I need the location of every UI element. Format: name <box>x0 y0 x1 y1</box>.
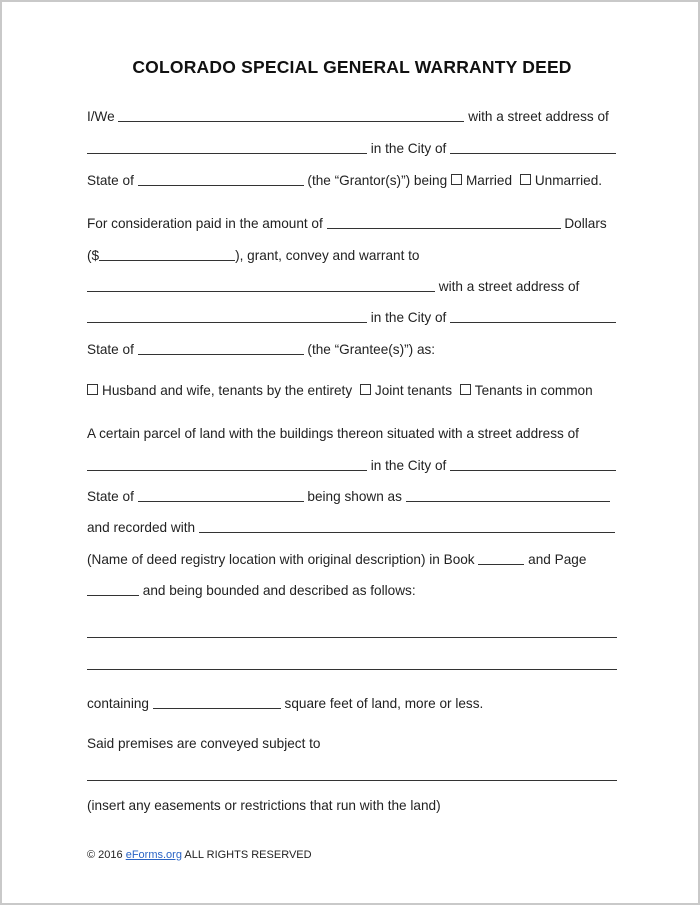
bounded-line <box>87 583 416 599</box>
book-field[interactable] <box>478 552 524 565</box>
unmarried-checkbox[interactable] <box>520 174 531 185</box>
label-grant-convey: ), grant, convey and warrant to <box>235 248 420 263</box>
label-state: State of <box>87 342 134 357</box>
grantee-state-field[interactable] <box>138 342 304 355</box>
easements-note-line <box>87 798 441 814</box>
label-parcel: A certain parcel of land with the buildings thereon situated with a street address of <box>87 426 579 441</box>
grantee-street-field[interactable] <box>87 310 367 323</box>
grantor-state-line <box>87 173 602 189</box>
label-state: State of <box>87 489 134 504</box>
book-page-line <box>87 552 586 568</box>
grantor-name-field[interactable] <box>118 109 464 122</box>
label-dollar-sign: ($ <box>87 248 100 263</box>
subject-to-line <box>87 736 320 752</box>
husband-wife-checkbox[interactable] <box>87 384 98 395</box>
label-containing: containing <box>87 696 149 711</box>
footer <box>87 849 312 861</box>
grantee-name-line <box>87 279 579 295</box>
parcel-state-field[interactable] <box>138 489 304 502</box>
label-city: in the City of <box>370 458 447 473</box>
label-subject-to: Said premises are conveyed subject to <box>87 736 321 751</box>
label-recorded-with: and recorded with <box>87 520 196 535</box>
tenants-common-checkbox[interactable] <box>460 384 471 395</box>
parcel-city-field[interactable] <box>450 458 616 471</box>
description-rule-1[interactable] <box>87 637 617 638</box>
label-dollars: Dollars <box>564 216 607 231</box>
consideration-line <box>87 216 607 232</box>
parcel-state-line <box>87 489 610 505</box>
shown-as-field[interactable] <box>406 489 610 502</box>
label-easements-note: (insert any easements or restrictions that run with the land) <box>87 798 441 813</box>
label-and-page: and Page <box>528 552 587 567</box>
square-feet-line <box>87 696 483 712</box>
grantor-name-line <box>87 109 609 125</box>
label-tenants-common: Tenants in common <box>474 383 593 398</box>
label-city: in the City of <box>370 310 447 325</box>
amount-number-field[interactable] <box>99 248 235 261</box>
label-shown-as: being shown as <box>307 489 402 504</box>
label-deed-registry: (Name of deed registry location with original description) in Book <box>87 552 475 567</box>
label-grantor: (the “Grantor(s)”) being <box>307 173 448 188</box>
description-rule-2[interactable] <box>87 669 617 670</box>
label-unmarried: Unmarried. <box>534 173 603 188</box>
recorded-with-line <box>87 520 615 536</box>
grantee-state-line <box>87 342 435 358</box>
label-bounded: and being bounded and described as follows: <box>142 583 416 598</box>
label-street-address: with a street address of <box>468 109 609 124</box>
easements-rule[interactable] <box>87 780 617 781</box>
label-iwe: I/We <box>87 109 115 124</box>
footer-copyright: © 2016 <box>87 849 123 861</box>
joint-tenants-checkbox[interactable] <box>360 384 371 395</box>
label-consideration: For consideration paid in the amount of <box>87 216 323 231</box>
grantee-city-field[interactable] <box>450 310 616 323</box>
label-joint-tenants: Joint tenants <box>374 383 453 398</box>
label-married: Married <box>465 173 513 188</box>
footer-link[interactable]: eForms.org <box>125 849 182 861</box>
parcel-line <box>87 426 579 442</box>
married-checkbox[interactable] <box>451 174 462 185</box>
page-field[interactable] <box>87 583 139 596</box>
label-husband-wife: Husband and wife, tenants by the entirety <box>102 383 353 398</box>
tenancy-options-line <box>87 383 593 399</box>
label-state: State of <box>87 173 134 188</box>
square-feet-field[interactable] <box>153 696 281 709</box>
parcel-street-field[interactable] <box>87 458 367 471</box>
amount-line <box>87 248 419 264</box>
amount-words-field[interactable] <box>327 216 561 229</box>
grantor-city-field[interactable] <box>450 141 616 154</box>
label-grantee: (the “Grantee(s)”) as: <box>307 342 436 357</box>
footer-rights: ALL RIGHTS RESERVED <box>184 849 312 861</box>
label-square-feet: square feet of land, more or less. <box>284 696 484 711</box>
grantee-name-field[interactable] <box>87 279 435 292</box>
grantee-address-line <box>87 310 616 326</box>
document-title: COLORADO SPECIAL GENERAL WARRANTY DEED <box>132 57 572 77</box>
label-street-address: with a street address of <box>438 279 580 294</box>
parcel-address-line <box>87 458 616 474</box>
recorded-with-field[interactable] <box>199 520 615 533</box>
grantor-address-line <box>87 141 616 157</box>
grantor-street-field[interactable] <box>87 141 367 154</box>
label-city: in the City of <box>370 141 447 156</box>
grantor-state-field[interactable] <box>138 173 304 186</box>
